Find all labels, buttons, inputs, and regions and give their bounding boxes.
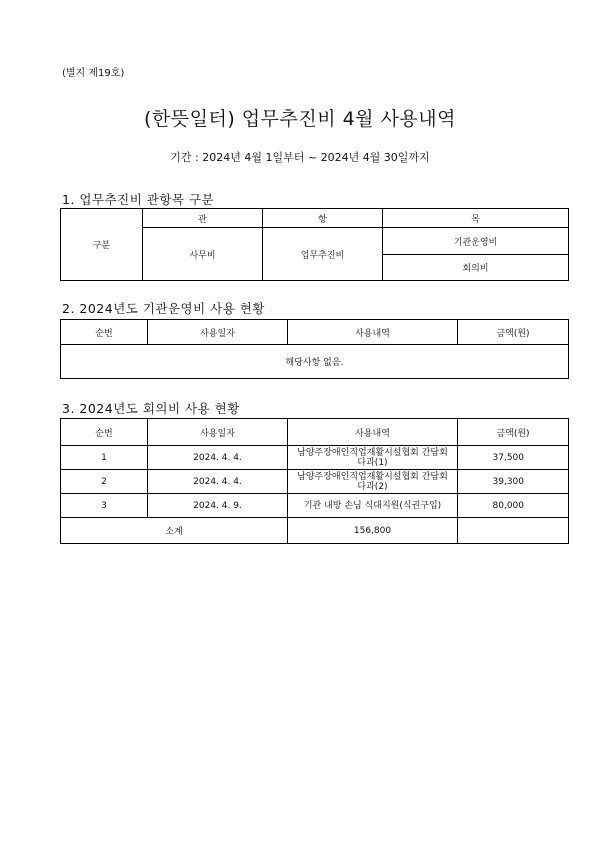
- section2-table: [60, 319, 569, 379]
- header-mok: 목: [383, 209, 569, 228]
- section3-table: [60, 418, 569, 544]
- header-no: 순번: [61, 320, 148, 345]
- table-row: [61, 494, 569, 518]
- section1-heading: 1. 업무추진비 관항목 구분: [62, 192, 215, 207]
- row-date: 2024. 4. 4.: [148, 446, 288, 470]
- row-no: 1: [61, 446, 148, 470]
- empty-message: 해당사항 없음.: [61, 345, 569, 379]
- row-no: 3: [61, 494, 148, 518]
- header-amount: 금액(원): [458, 320, 569, 345]
- subtotal-amount: 156,800: [288, 518, 458, 544]
- cell-mok-1: 기관운영비: [383, 228, 569, 255]
- row-amount: 80,000: [458, 494, 569, 518]
- row-no: 2: [61, 470, 148, 494]
- row-date: 2024. 4. 9.: [148, 494, 288, 518]
- table-row: [61, 470, 569, 494]
- row-desc: 기관 내방 손님 식대지원(식권구입): [288, 494, 458, 518]
- period-text: 기간 : 2024년 4월 1일부터 ~ 2024년 4월 30일까지: [170, 151, 430, 164]
- header-desc: 사용내역: [288, 419, 458, 446]
- header-amount: 금액(원): [458, 419, 569, 446]
- row-date: 2024. 4. 4.: [148, 470, 288, 494]
- header-no: 순번: [61, 419, 148, 446]
- row-desc: 남양주장애인직업재활시설협회 간담회 다과(1): [288, 446, 458, 470]
- row-label-gubun: 구분: [61, 209, 143, 281]
- subtotal-label: 소계: [61, 518, 288, 544]
- form-number: (별지 제19호): [62, 68, 125, 79]
- header-gwan: 관: [143, 209, 263, 228]
- subtotal-row: [61, 518, 569, 544]
- row-amount: 39,300: [458, 470, 569, 494]
- cell-gwan: 사무비: [143, 228, 263, 281]
- page-title: (한뜻일터) 업무추진비 4월 사용내역: [144, 108, 456, 130]
- section2-heading: 2. 2024년도 기관운영비 사용 현황: [62, 301, 265, 316]
- row-amount: 37,500: [458, 446, 569, 470]
- section3-heading: 3. 2024년도 회의비 사용 현황: [62, 401, 240, 416]
- header-date: 사용일자: [148, 320, 288, 345]
- section1-table: [60, 208, 569, 281]
- header-hang: 항: [263, 209, 383, 228]
- header-date: 사용일자: [148, 419, 288, 446]
- table-row: [61, 446, 569, 470]
- row-desc: 남양주장애인직업재활시설협회 간담회 다과(2): [288, 470, 458, 494]
- subtotal-empty: [458, 518, 569, 544]
- cell-mok-2: 회의비: [383, 255, 569, 281]
- header-desc: 사용내역: [288, 320, 458, 345]
- cell-hang: 업무추진비: [263, 228, 383, 281]
